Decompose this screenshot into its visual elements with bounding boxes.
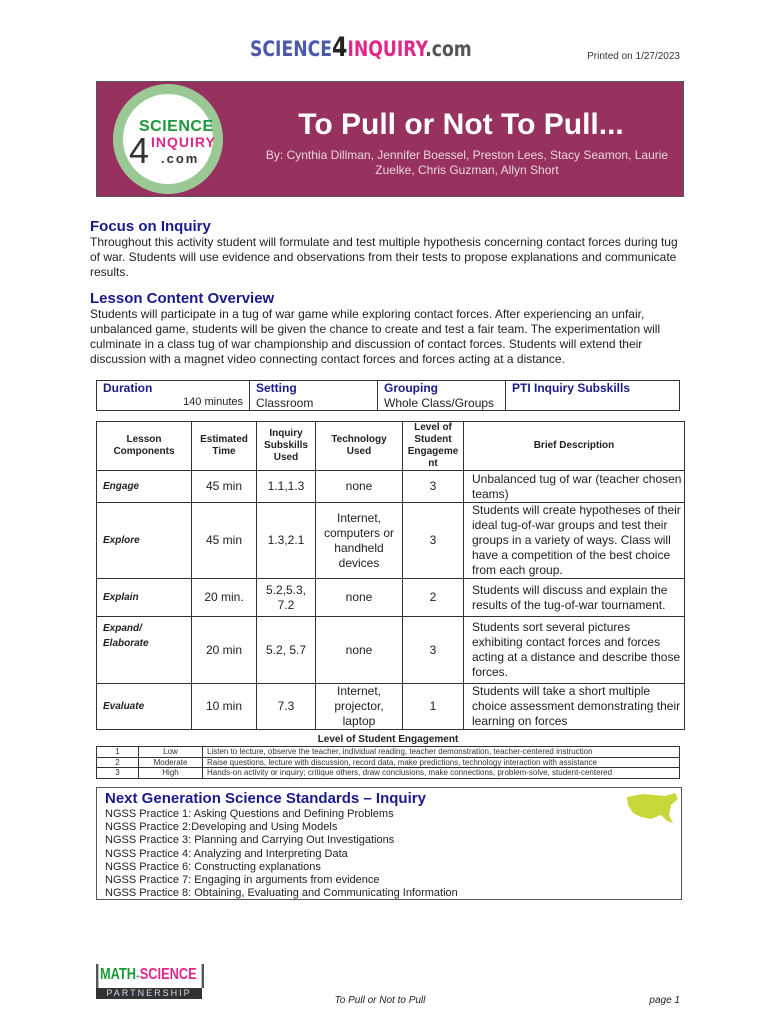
list-item: NGSS Practice 6: Constructing explanations xyxy=(105,860,321,873)
cell: 45 min xyxy=(192,503,257,579)
duration-label: Duration xyxy=(103,381,153,395)
engagement-table xyxy=(96,746,680,779)
footer-title: To Pull or Not to Pull xyxy=(334,995,426,1006)
header-cell: Inquiry Subskills Used xyxy=(257,422,316,471)
table-row xyxy=(97,579,685,617)
table-row xyxy=(97,684,685,730)
authors: By: Cynthia Dillman, Jennifer Boessel, Preston Lees, Stacy Seamon, Laurie Zuelke, Chris Guzman, Allyn Short xyxy=(265,148,669,177)
grouping-value: Whole Class/Groups xyxy=(384,396,495,410)
cell: Raise questions, lecture with discussion, record data, make predictions, technology interaction with assistance xyxy=(203,757,680,768)
cell: 20 min xyxy=(192,617,257,684)
cell: 10 min xyxy=(192,684,257,730)
cell: Engage xyxy=(97,471,192,503)
cell: 7.3 xyxy=(257,684,316,730)
ngss-heading: Next Generation Science Standards – Inquiry xyxy=(105,790,426,807)
cell: Students sort several pictures exhibiting contact forces and forces acting at a distance and describe those forces. xyxy=(464,617,685,684)
focus-text: Throughout this activity student will formulate and test multiple hypothesis concerning contact forces during tug of war. Students will use evidence and observations from their tests to propose explanations and communicate results. xyxy=(90,235,678,279)
table-row xyxy=(97,617,685,684)
grouping-label: Grouping xyxy=(384,381,438,395)
math-science-partnership-logo: MATH+SCIENCE PARTNERSHIP xyxy=(96,964,202,999)
cell: 5.2, 5.7 xyxy=(257,617,316,684)
overview-heading: Lesson Content Overview xyxy=(90,290,275,307)
cell: 3 xyxy=(403,471,464,503)
cell: Internet, computers or handheld devices xyxy=(316,503,403,579)
cell: Students will take a short multiple choice assessment demonstrating their learning on forces xyxy=(464,684,685,730)
title-banner xyxy=(96,81,684,197)
cell: Evaluate xyxy=(97,684,192,730)
header-cell: Lesson Components xyxy=(97,422,192,471)
cell: 3 xyxy=(97,768,139,779)
table-row xyxy=(97,503,685,579)
cell: Explore xyxy=(97,503,192,579)
page-title: To Pull or Not To Pull... xyxy=(298,108,624,141)
usa-map-icon xyxy=(625,791,679,825)
cell: Moderate xyxy=(139,757,203,768)
focus-section xyxy=(90,218,680,280)
table-row xyxy=(97,747,680,758)
cell: 3 xyxy=(403,617,464,684)
header-cell: Level of Student Engageme nt xyxy=(403,422,464,471)
overview-text: Students will participate in a tug of war game while exploring contact forces. After experiencing an unfair, unbalanced game, students will be given the chance to create and test a fair team. The experimentation will culminate in a class tug of war championship and discussion of contact forces. Students will extend their discussion with a magnet video connecting contact forces and forces acting at a distance. xyxy=(90,307,661,366)
header-cell: Technology Used xyxy=(316,422,403,471)
science4inquiry-logo: SCIENCE4INQUIRY.com xyxy=(250,32,472,63)
ngss-box xyxy=(96,787,682,900)
engagement-title: Level of Student Engagement xyxy=(317,734,459,745)
ngss-list xyxy=(105,808,458,900)
focus-heading: Focus on Inquiry xyxy=(90,218,211,235)
cell: none xyxy=(316,579,403,617)
cell: Listen to lecture, observe the teacher, individual reading, teacher demonstration, teacher-centered instruction xyxy=(203,747,680,758)
header-cell: Brief Description xyxy=(464,422,685,471)
table-header-row xyxy=(97,422,685,471)
cell: Low xyxy=(139,747,203,758)
cell: 1.1,1.3 xyxy=(257,471,316,503)
pti-label: PTI Inquiry Subskills xyxy=(512,381,631,395)
cell: 2 xyxy=(97,757,139,768)
cell: none xyxy=(316,471,403,503)
cell: Students will create hypotheses of their ideal tug-of-war groups and test their groups in a variety of ways. Class will have a competition of the best choice from each group. xyxy=(464,503,685,579)
cell: 2 xyxy=(403,579,464,617)
table-row xyxy=(97,471,685,503)
cell: 20 min. xyxy=(192,579,257,617)
cell: High xyxy=(139,768,203,779)
cell: 45 min xyxy=(192,471,257,503)
list-item: NGSS Practice 2:Developing and Using Models xyxy=(105,821,338,834)
duration-value: 140 minutes xyxy=(183,396,243,408)
cell: Hands-on activity or inquiry; critique others, draw conclusions, make connections, problem-solve, student-centered xyxy=(203,768,680,779)
cell: Explain xyxy=(97,579,192,617)
setting-value: Classroom xyxy=(256,396,314,410)
list-item: NGSS Practice 7: Engaging in arguments from evidence xyxy=(105,874,380,887)
banner-logo: SCIENCE 4 INQUIRY .com xyxy=(113,84,223,194)
cell: 5.2,5.3, 7.2 xyxy=(257,579,316,617)
header-cell: Estimated Time xyxy=(192,422,257,471)
cell: Expand/ Elaborate xyxy=(97,617,192,684)
list-item: NGSS Practice 4: Analyzing and Interpreting Data xyxy=(105,847,348,860)
overview-section xyxy=(90,290,680,367)
cell: Internet, projector, laptop xyxy=(316,684,403,730)
table-row xyxy=(97,757,680,768)
cell: 1 xyxy=(97,747,139,758)
list-item: NGSS Practice 8: Obtaining, Evaluating and Communicating Information xyxy=(105,887,458,900)
list-item: NGSS Practice 1: Asking Questions and Defining Problems xyxy=(105,808,394,820)
lesson-table xyxy=(96,421,685,730)
info-table xyxy=(96,380,680,411)
cell: Unbalanced tug of war (teacher chosen teams) xyxy=(464,471,685,503)
cell: 1.3,2.1 xyxy=(257,503,316,579)
page-number: page 1 xyxy=(649,995,680,1006)
printed-date: Printed on 1/27/2023 xyxy=(587,51,680,62)
cell: none xyxy=(316,617,403,684)
list-item: NGSS Practice 3: Planning and Carrying Out Investigations xyxy=(105,834,395,847)
cell: 1 xyxy=(403,684,464,730)
table-row xyxy=(97,768,680,779)
cell: Students will discuss and explain the results of the tug-of-war tournament. xyxy=(464,579,685,617)
cell: 3 xyxy=(403,503,464,579)
setting-label: Setting xyxy=(256,381,297,395)
